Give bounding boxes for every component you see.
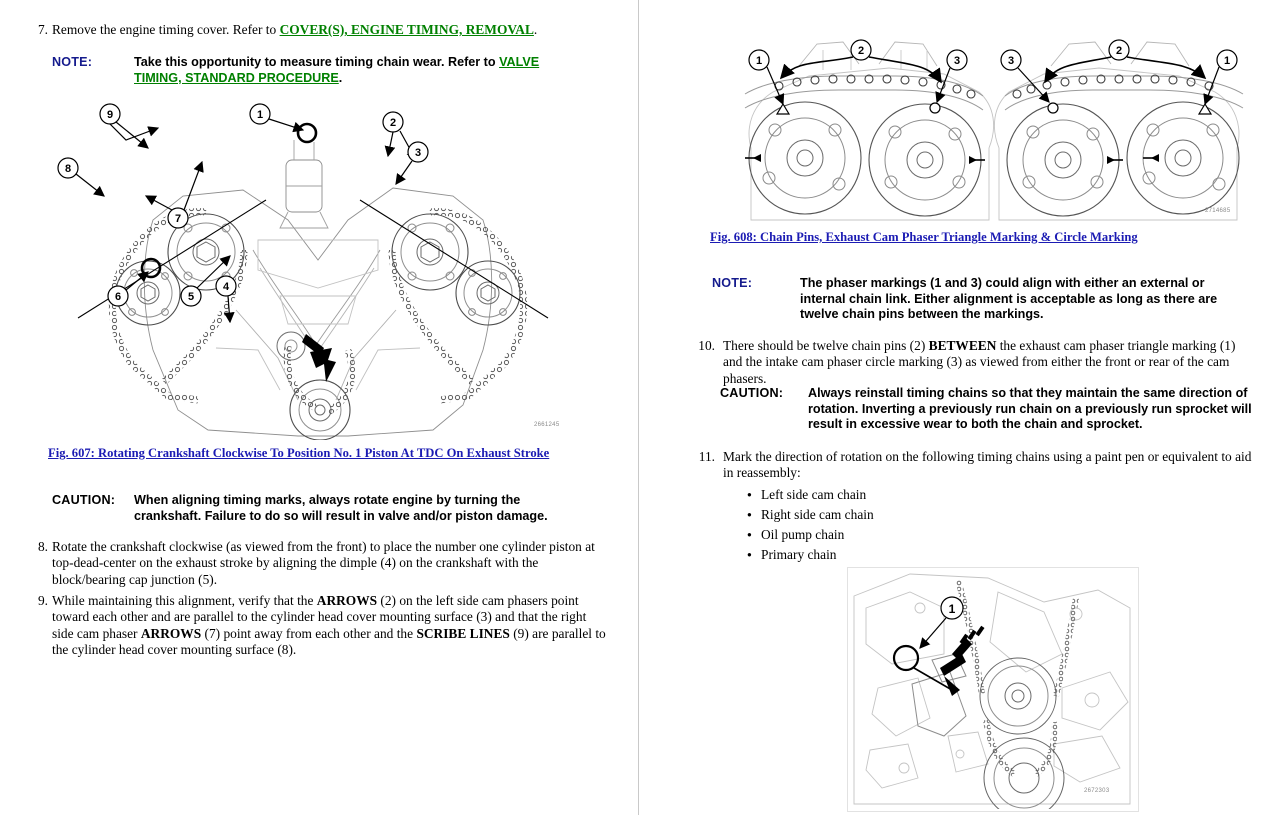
svg-text:1: 1 <box>1223 55 1231 67</box>
list-item: ● Primary chain <box>747 545 1147 565</box>
caution-block-1 <box>52 493 602 524</box>
step-7-body <box>52 22 608 38</box>
step-10-number: 10. <box>698 338 715 353</box>
note-1-text-after: . <box>338 70 343 85</box>
note-label: NOTE: <box>52 55 93 69</box>
svg-text:1: 1 <box>256 109 264 121</box>
step-11-number: 11. <box>698 449 715 464</box>
caution-1-line2: crankshaft. Failure to do so will result in valve and/or piston damage. <box>134 508 548 523</box>
figure-607-image-id: 2661245 <box>534 422 560 428</box>
svg-text:4: 4 <box>222 281 230 293</box>
list-item: ● Right side cam chain <box>747 505 1147 525</box>
step-8-number: 8. <box>37 539 48 554</box>
step-7 <box>28 22 608 38</box>
svg-text:3: 3 <box>414 147 422 159</box>
note-1-line1: Take this opportunity to measure timing chain wear. Refer to <box>134 55 500 69</box>
step-7-number: 7. <box>37 22 48 37</box>
link-covers-engine-timing-removal[interactable]: COVER(S), ENGINE TIMING, REMOVAL <box>279 22 534 37</box>
step-9-bold-arrows-1: ARROWS <box>316 593 378 608</box>
caution-text-1 <box>134 493 602 524</box>
step-9-text <box>52 593 608 658</box>
svg-text:6: 6 <box>114 291 122 303</box>
note-text-2 <box>800 276 1252 323</box>
step-9-number: 9. <box>37 593 48 608</box>
step-9-bold-arrows-2: ARROWS <box>140 625 202 641</box>
step-11 <box>695 449 1255 482</box>
step-9-part-4: (9) are parallel to the cylinder head cover mounting surface (8). <box>52 625 606 657</box>
caution-label-2: CAUTION: <box>720 386 784 400</box>
figure-608-image <box>739 30 1249 225</box>
svg-text:9: 9 <box>106 109 114 121</box>
note-2-line3: twelve chain pins between the markings. <box>800 307 1044 322</box>
figure-608-caption[interactable]: Fig. 608: Chain Pins, Exhaust Cam Phaser Triangle Marking & Circle Marking <box>710 230 1138 244</box>
step-10-part-2: the exhaust cam phaser triangle marking (1) and the intake cam phaser circle marking (3) as viewed from either the front or rear of the cam phasers. <box>723 338 1236 386</box>
caution-text-2 <box>808 386 1265 433</box>
note-label-2: NOTE: <box>712 276 753 290</box>
svg-text:2: 2 <box>1115 45 1123 57</box>
svg-text:3: 3 <box>953 55 961 67</box>
figure-608-image-id: 2714685 <box>1205 208 1231 214</box>
svg-text:2: 2 <box>389 117 397 129</box>
note-2-line2: internal chain link. Either alignment is acceptable as long as there are <box>800 291 1218 306</box>
step-10-text <box>723 338 1255 387</box>
list-item: ● Oil pump chain <box>747 525 1147 545</box>
note-2-line1: The phaser markings (1 and 3) could align with either an external or <box>800 276 1205 290</box>
svg-text:7: 7 <box>174 213 182 225</box>
caution-1-line1: When aligning timing marks, always rotate engine by turning the <box>134 493 521 507</box>
svg-text:1: 1 <box>948 602 956 616</box>
timing-chain-list <box>747 485 1147 565</box>
figure-607-image <box>48 100 578 440</box>
caution-block-2 <box>720 386 1265 433</box>
caution-2-line3: result in excessive wear to both the chain and sprocket. <box>808 417 1143 432</box>
step-9-part-2: (2) on the left side cam phasers point toward each other and are parallel to the cylinder head cover mounting surface (3) and that the right side cam phaser <box>52 593 587 641</box>
link-valve-timing-standard-procedure-part2[interactable]: TIMING, STANDARD PROCEDURE <box>134 70 339 85</box>
figure-609-image-id: 2672303 <box>1084 788 1110 794</box>
step-7-text-before: Remove the engine timing cover. Refer to <box>52 22 280 37</box>
link-valve-timing-standard-procedure-part1[interactable]: VALVE <box>499 55 540 69</box>
figure-607-caption[interactable]: Fig. 607: Rotating Crankshaft Clockwise To Position No. 1 Piston At TDC On Exhaust Stroke <box>48 446 550 460</box>
list-item: ● Left side cam chain <box>747 485 1147 505</box>
step-7-text-after: . <box>533 22 538 37</box>
note-block-1 <box>52 55 572 86</box>
step-8 <box>28 539 608 588</box>
step-9-part-3: (7) point away from each other and the <box>201 625 417 641</box>
step-9 <box>28 593 608 658</box>
svg-text:3: 3 <box>1007 55 1015 67</box>
column-divider <box>638 0 639 815</box>
step-8-text: Rotate the crankshaft clockwise (as viewed from the front) to place the number one cylinder piston at top-dead-center on the exhaust stroke by aligning the dimple (4) on the crankshaft with the block/bearing cap junction (5). <box>52 539 595 587</box>
svg-text:2: 2 <box>857 45 865 57</box>
caution-label: CAUTION: <box>52 493 116 507</box>
note-block-2 <box>712 276 1252 323</box>
caution-2-line1: Always reinstall timing chains so that they maintain the same direction of <box>808 386 1248 400</box>
note-text-1 <box>134 55 572 86</box>
step-10-part-1: There should be twelve chain pins (2) <box>723 338 929 353</box>
step-10-bold-between: BETWEEN <box>928 338 997 353</box>
step-9-part-1: While maintaining this alignment, verify that the <box>52 593 317 608</box>
svg-text:8: 8 <box>64 163 72 175</box>
caution-2-line2: rotation. Inverting a previously run chain on a previously run sprocket will <box>808 401 1252 416</box>
step-11-text: Mark the direction of rotation on the following timing chains using a paint pen or equivalent to aid in reassembly: <box>723 449 1252 481</box>
step-9-bold-scribe-lines: SCRIBE LINES <box>416 625 510 641</box>
step-10 <box>695 338 1255 387</box>
svg-text:5: 5 <box>187 291 195 303</box>
svg-text:1: 1 <box>755 55 763 67</box>
figure-609-image <box>847 567 1139 812</box>
